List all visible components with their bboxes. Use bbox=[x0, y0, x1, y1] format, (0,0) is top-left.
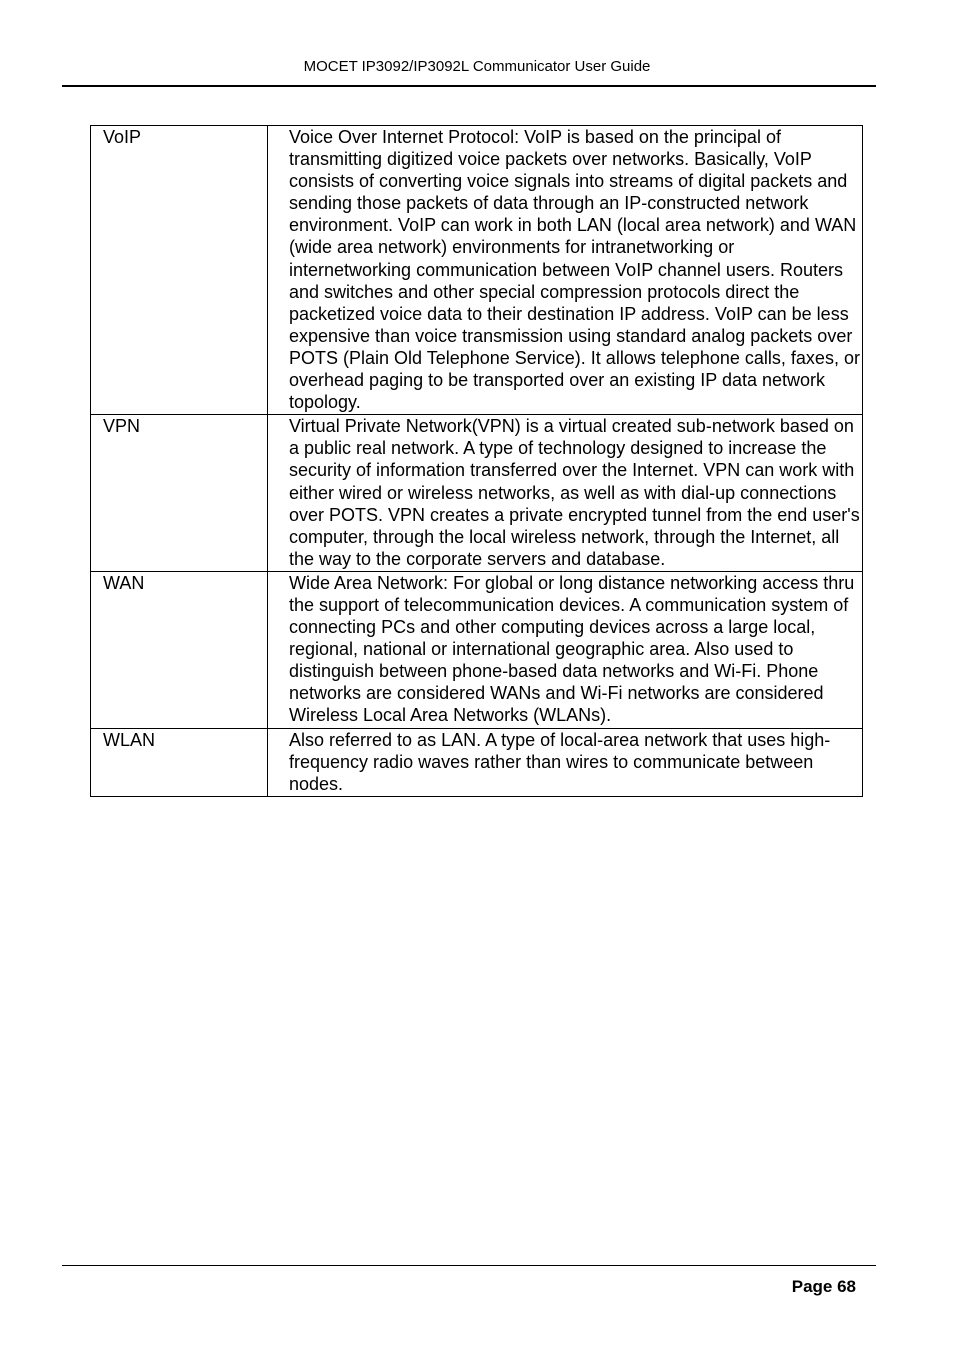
glossary-table bbox=[90, 125, 863, 797]
glossary-term: VoIP bbox=[91, 126, 268, 415]
glossary-definition: Voice Over Internet Protocol: VoIP is based on the principal of transmitting digitized voice packets over networks. Basically, VoIP consists of converting voice signals into streams of digital packets and sending those packets of data through an IP-constructed network environment. VoIP can work in both LAN (local area network) and WAN (wide area network) environments for intranetworking or internetworking communication between VoIP channel users. Routers and switches and other special compression protocols direct the packetized voice data to their destination IP address. VoIP can be less expensive than voice transmission using standard analog packets over POTS (Plain Old Telephone Service). It allows telephone calls, faxes, or overhead paging to be transported over an existing IP data network topology. bbox=[268, 126, 863, 415]
glossary-definition: Virtual Private Network(VPN) is a virtual created sub-network based on a public real network. A type of technology designed to increase the security of information transferred over the Internet. VPN can work with either wired or wireless networks, as well as with dial-up connections over POTS. VPN creates a private encrypted tunnel from the end user's computer, through the local wireless network, through the Internet, all the way to the corporate servers and database. bbox=[268, 415, 863, 572]
glossary-row-voip bbox=[91, 126, 863, 415]
page-header-title: MOCET IP3092/IP3092L Communicator User Guide bbox=[303, 58, 651, 75]
glossary-term: VPN bbox=[91, 415, 268, 572]
page-number: Page 68 bbox=[791, 1277, 856, 1296]
header-divider bbox=[62, 85, 876, 87]
glossary-definition: Wide Area Network: For global or long distance networking access thru the support of telecommunication devices. A communication system of connecting PCs and other computing devices across a large local, regional, national or international geographic area. Also used to distinguish between phone-based data networks and Wi-Fi. Phone networks are considered WANs and Wi-Fi networks are considered Wireless Local Area Networks (WLANs). bbox=[268, 571, 863, 728]
glossary-definition: Also referred to as LAN. A type of local-area network that uses high-frequency radio waves rather than wires to communicate between nodes. bbox=[268, 728, 863, 796]
glossary-term: WAN bbox=[91, 571, 268, 728]
glossary-row-wan bbox=[91, 571, 863, 728]
glossary-term: WLAN bbox=[91, 728, 268, 796]
glossary-row-vpn bbox=[91, 415, 863, 572]
glossary-row-wlan bbox=[91, 728, 863, 796]
footer-divider bbox=[62, 1265, 876, 1266]
